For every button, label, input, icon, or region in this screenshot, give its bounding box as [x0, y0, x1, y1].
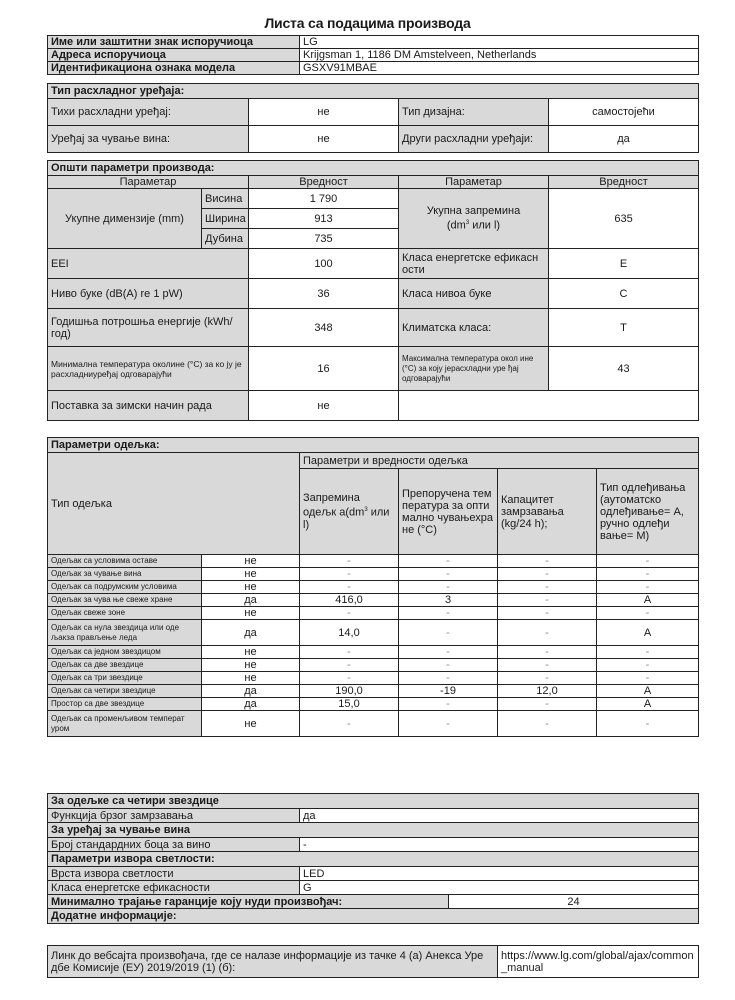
- compartment-volume: 14,0: [300, 620, 399, 646]
- max-temp-value: 43: [549, 347, 699, 391]
- warranty-label: Минимално трајање гаранције коју нуди произвођач:: [48, 895, 449, 909]
- device-type-table: [47, 83, 699, 153]
- col-volume-header: Запремина одељк $а(dm^3$ или l): [300, 469, 399, 555]
- design-type-value: самостојећи: [549, 99, 699, 126]
- annual-energy-label: Годишња потрошња енергије (kWh/ год): [48, 309, 249, 347]
- noise-level-value: 36: [249, 279, 399, 309]
- compartment-row: [48, 685, 699, 698]
- compartment-present: не: [202, 646, 300, 659]
- compartment-defrost-type: -: [597, 646, 699, 659]
- climate-class-value: T: [549, 309, 699, 347]
- annual-energy-value: 348: [249, 309, 399, 347]
- compartment-temp: -: [399, 607, 498, 620]
- compartment-row: [48, 711, 699, 737]
- depth-label: Дубина: [202, 229, 249, 249]
- noise-class-value: C: [549, 279, 699, 309]
- fast-freeze-label: Функција брзог замрзавања: [48, 809, 300, 823]
- compartment-present: не: [202, 607, 300, 620]
- eei-label: EEI: [48, 249, 249, 279]
- light-type-label: Врста извора светлости: [48, 867, 300, 881]
- general-params-table: [47, 160, 699, 421]
- eei-value: 100: [249, 249, 399, 279]
- compartment-name: Одељак са променљивом температ уром: [48, 711, 202, 737]
- compartment-volume: -: [300, 555, 399, 568]
- col-header-param-right: Параметар: [399, 176, 549, 189]
- wine-bottles-label: Број стандардних боца за вино: [48, 838, 300, 852]
- compartment-defrost-type: -: [597, 555, 699, 568]
- wine-bottles-value: -: [300, 838, 699, 852]
- height-label: Висина: [202, 189, 249, 209]
- compartment-volume: -: [300, 646, 399, 659]
- light-class-value: G: [300, 881, 699, 895]
- compartment-freeze-capacity: -: [498, 620, 597, 646]
- compartment-name: Одељак са нула звездица или оде љакза прављење леда: [48, 620, 202, 646]
- compartment-type-header: Тип одељка: [48, 453, 300, 555]
- compartment-row: [48, 568, 699, 581]
- compartment-volume: -: [300, 711, 399, 737]
- supplier-name-value: LG: [300, 36, 699, 49]
- compartment-present: не: [202, 568, 300, 581]
- compartment-volume: 190,0: [300, 685, 399, 698]
- compartment-freeze-capacity: -: [498, 659, 597, 672]
- compartment-temp: -: [399, 646, 498, 659]
- dimensions-label: Укупне димензије (mm): [48, 189, 202, 249]
- compartment-volume: 15,0: [300, 698, 399, 711]
- compartment-freeze-capacity: -: [498, 568, 597, 581]
- wine-section: За уређај за чување вина: [48, 823, 699, 838]
- compartment-name: Одељак за чување вина: [48, 568, 202, 581]
- four-star-section: За одељке са четири звездице: [48, 794, 699, 809]
- extra-params-table: [47, 793, 699, 924]
- general-params-section: Општи параметри производа:: [48, 161, 699, 176]
- energy-class-value: E: [549, 249, 699, 279]
- col-header-param-left: Параметар: [48, 176, 249, 189]
- compartment-present: да: [202, 685, 300, 698]
- supplier-name-label: Име или заштитни знак испоручиоца: [48, 36, 300, 49]
- compartment-name: Одељак са четири звездице: [48, 685, 202, 698]
- compartment-temp: -: [399, 581, 498, 594]
- compartment-name: Одељак за чува ње свеже хране: [48, 594, 202, 607]
- energy-class-label: Класа енергетске ефикасн ости: [399, 249, 549, 279]
- compartment-freeze-capacity: 12,0: [498, 685, 597, 698]
- compartment-present: да: [202, 620, 300, 646]
- col-header-value-left: Вредност: [249, 176, 399, 189]
- compartment-temp: -19: [399, 685, 498, 698]
- other-devices-label: Други расхладни уређаји:: [399, 126, 549, 153]
- empty-cell: [399, 391, 699, 421]
- compartment-row: [48, 581, 699, 594]
- max-temp-label: Максимална температура окол ине (°C) за коју јерасхладни уре ђај одговарајући: [399, 347, 549, 391]
- compartment-present: не: [202, 711, 300, 737]
- compartment-row: [48, 555, 699, 568]
- light-section: Параметри извора светлости:: [48, 852, 699, 867]
- compartment-name: Одељак свеже зоне: [48, 607, 202, 620]
- compartment-volume: 416,0: [300, 594, 399, 607]
- compartment-present: да: [202, 698, 300, 711]
- depth-value: 735: [249, 229, 399, 249]
- compartments-section: Параметри одељка:: [48, 438, 699, 453]
- compartment-defrost-type: -: [597, 581, 699, 594]
- supplier-table: [47, 35, 699, 75]
- model-id-label: Идентификациона ознака модела: [48, 62, 300, 75]
- compartment-row: [48, 594, 699, 607]
- col-header-value-right: Вредност: [549, 176, 699, 189]
- compartment-temp: 3: [399, 594, 498, 607]
- compartment-freeze-capacity: -: [498, 672, 597, 685]
- manufacturer-link-label: Линк до вебсајта произвођача, где се налазе информације из тачке 4 (а) Анекса Уре дбе Комисије (ЕУ) 2019/2019 (1) (б):: [48, 946, 498, 978]
- col-defrost-header: Тип одлеђивања (аутоматско одлеђивање= A, ручно одлеђи вање= M): [597, 469, 699, 555]
- compartment-defrost-type: -: [597, 568, 699, 581]
- compartment-temp: -: [399, 672, 498, 685]
- light-class-label: Класа енергетске ефикасности: [48, 881, 300, 895]
- compartment-freeze-capacity: -: [498, 581, 597, 594]
- compartment-name: Простор са две звездице: [48, 698, 202, 711]
- total-volume-value: 635: [549, 189, 699, 249]
- compartment-present: да: [202, 594, 300, 607]
- light-type-value: LED: [300, 867, 699, 881]
- page-title: Листа са подацима производа: [264, 15, 471, 31]
- compartment-row: [48, 620, 699, 646]
- width-value: 913: [249, 209, 399, 229]
- compartment-volume: -: [300, 607, 399, 620]
- height-value: 1 790: [249, 189, 399, 209]
- low-noise-value: не: [249, 99, 399, 126]
- model-id-value: GSXV91MBAE: [300, 62, 699, 75]
- compartment-defrost-type: -: [597, 607, 699, 620]
- wine-device-label: Уређај за чување вина:: [48, 126, 249, 153]
- compartment-defrost-type: A: [597, 698, 699, 711]
- winter-mode-value: не: [249, 391, 399, 421]
- compartment-freeze-capacity: -: [498, 698, 597, 711]
- compartment-temp: -: [399, 711, 498, 737]
- compartment-freeze-capacity: -: [498, 711, 597, 737]
- design-type-label: Тип дизајна:: [399, 99, 549, 126]
- compartment-defrost-type: A: [597, 594, 699, 607]
- compartment-row: [48, 607, 699, 620]
- compartment-temp: -: [399, 555, 498, 568]
- supplier-address-label: Адреса испоручиоца: [48, 49, 300, 62]
- compartment-freeze-capacity: -: [498, 646, 597, 659]
- compartment-freeze-capacity: -: [498, 607, 597, 620]
- compartment-temp: -: [399, 659, 498, 672]
- warranty-value: 24: [449, 895, 699, 909]
- compartment-defrost-type: A: [597, 685, 699, 698]
- winter-mode-label: Поставка за зимски начин рада: [48, 391, 249, 421]
- compartment-name: Одељак са две звездице: [48, 659, 202, 672]
- total-volume-label: Укупна запремина ($dm^3$ или l): [399, 189, 549, 249]
- compartment-volume: -: [300, 581, 399, 594]
- additional-info-section: Додатне информације:: [48, 909, 699, 924]
- compartment-volume: -: [300, 672, 399, 685]
- compartment-freeze-capacity: -: [498, 594, 597, 607]
- compartment-defrost-type: A: [597, 620, 699, 646]
- compartment-row: [48, 672, 699, 685]
- compartment-name: Одељак са три звездице: [48, 672, 202, 685]
- low-noise-label: Тихи расхладни уређај:: [48, 99, 249, 126]
- supplier-address-value: Krijgsman 1, 1186 DM Amstelveen, Netherlands: [300, 49, 699, 62]
- compartment-temp: -: [399, 568, 498, 581]
- wine-device-value: не: [249, 126, 399, 153]
- width-label: Ширина: [202, 209, 249, 229]
- fast-freeze-value: да: [300, 809, 699, 823]
- col-freeze-header: Капацитет замрзавања (kg/24 h);: [498, 469, 597, 555]
- manufacturer-link[interactable]: https://www.lg.com/global/ajax/common _manual: [498, 946, 699, 978]
- compartments-table: [47, 437, 699, 737]
- compartment-temp: -: [399, 698, 498, 711]
- compartment-defrost-type: -: [597, 672, 699, 685]
- compartment-freeze-capacity: -: [498, 555, 597, 568]
- noise-class-label: Класа нивоа буке: [399, 279, 549, 309]
- device-type-section: Тип расхладног уређаја:: [48, 84, 699, 99]
- compartment-row: [48, 698, 699, 711]
- compartment-row: [48, 659, 699, 672]
- compartment-row: [48, 646, 699, 659]
- compartment-name: Одељак са једном звездицом: [48, 646, 202, 659]
- compartment-present: не: [202, 555, 300, 568]
- compartment-present: не: [202, 659, 300, 672]
- compartment-present: не: [202, 672, 300, 685]
- compartment-temp: -: [399, 620, 498, 646]
- compartment-volume: -: [300, 568, 399, 581]
- compartment-present: не: [202, 581, 300, 594]
- noise-level-label: Ниво буке (dB(A) re 1 pW): [48, 279, 249, 309]
- compartment-params-header: Параметри и вредности одељка: [300, 453, 699, 469]
- link-table: [47, 945, 699, 978]
- compartment-name: Одељак са условима оставе: [48, 555, 202, 568]
- min-temp-value: 16: [249, 347, 399, 391]
- compartment-name: Одељак са подрумским условима: [48, 581, 202, 594]
- other-devices-value: да: [549, 126, 699, 153]
- compartment-defrost-type: -: [597, 711, 699, 737]
- compartment-volume: -: [300, 659, 399, 672]
- climate-class-label: Климатска класа:: [399, 309, 549, 347]
- compartment-rows: [48, 555, 699, 737]
- col-temp-header: Препоручена тем пература за опти мално чувањехра не (°C): [399, 469, 498, 555]
- min-temp-label: Минимална температура околине (°C) за ко ју је расхладниуређај одговарајући: [48, 347, 249, 391]
- compartment-defrost-type: -: [597, 659, 699, 672]
